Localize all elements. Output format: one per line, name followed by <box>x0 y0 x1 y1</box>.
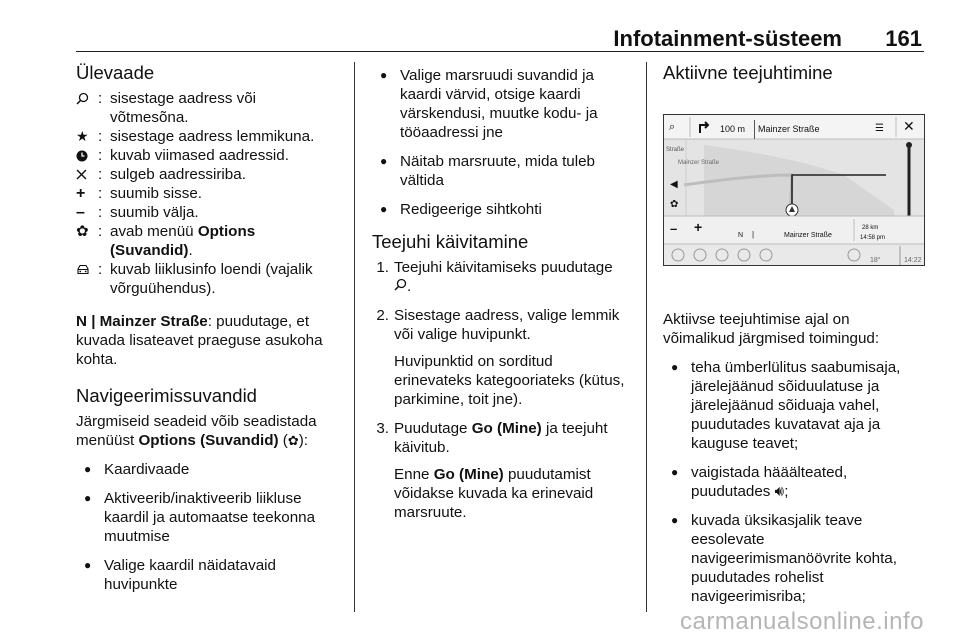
list-item: ● Kaardivaade <box>84 461 190 478</box>
list-item: ● Näitab marsruute, mida tuleb vältida <box>380 153 595 189</box>
def-row: : sulgeb aadressiriba. <box>76 165 338 184</box>
nav-eta-time[interactable]: 14:58 pm <box>860 235 886 241</box>
minus-icon[interactable]: – <box>670 221 678 236</box>
plus-icon: + <box>76 185 86 202</box>
nav-temperature: 18° <box>870 257 881 264</box>
list-item: ● Valige kaardil näidatavaid huvipunkte <box>84 557 276 593</box>
column-3 <box>663 62 925 616</box>
gear-icon: ✿ <box>287 433 299 448</box>
watermark: carmanualsonline.info <box>680 608 924 635</box>
def-text: sisestage aadress lemmikuna. <box>110 128 315 145</box>
options-intro: Järgmiseid seadeid võib seadistada menüüst Options (Suvandid) (✿): <box>76 413 317 449</box>
def-row: : kuvab viimased aadressid. <box>76 146 338 165</box>
list-item: ● teha ümberlülitus saabumisaja, järelejäänud sõiduulatuse ja järelejäänud sõiduaja vahel, puudutades kuvatavat aja ja kauguse teavet; <box>671 359 901 452</box>
options-list-continued <box>372 66 634 219</box>
column-divider <box>646 62 647 612</box>
plus-icon[interactable]: + <box>694 219 703 235</box>
section-heading-start-guidance: Teejuhi käivitamine <box>372 231 529 252</box>
active-guidance-list <box>663 358 925 606</box>
page-number: 161 <box>885 26 922 51</box>
nav-map-street: Mainzer Straße <box>678 160 720 166</box>
list-item: ● Valige marsruudi suvandid ja kaardi värvid, otsige kaardi värskendusi, muutke kodu- ja tööaadressi jne <box>380 67 598 141</box>
nav-street-top: Mainzer Straße <box>754 120 820 139</box>
step-item: 3. Puudutage Go (Mine) ja teejuht käivitub. Enne Go (Mine) puudutamist võidakse kuvada ka erinevaid marsruute. <box>376 420 608 521</box>
search-icon[interactable]: ⌕ <box>669 121 676 133</box>
def-text: kuvab viimased aadressid. <box>110 147 289 164</box>
column-divider <box>354 62 355 612</box>
step-item: 2. Sisestage aadress, valige lemmik või valige huvipunkt. Huvipunktid on sorditud erinevateks kategooriateks (kütus, parkimine, toit jne). <box>376 307 625 408</box>
nav-clock: 14:22 <box>904 257 922 264</box>
def-text: suumib välja. <box>110 204 199 221</box>
def-row: + : suumib sisse. <box>76 184 338 203</box>
volume-icon: 🔊︎ <box>774 483 785 500</box>
steps-list <box>372 258 634 522</box>
list-item: ● Redigeerige sihtkohti <box>380 201 542 218</box>
nav-eta-distance[interactable]: 28 km <box>862 225 879 231</box>
header-title: Infotainment-süsteem <box>613 26 842 51</box>
section-heading-navigation-options: Navigeerimissuvandid <box>76 385 257 406</box>
nav-bottom-n: N <box>738 232 744 239</box>
def-row: ✿ : avab menüü Options (Suvandid). <box>76 222 338 260</box>
icon-definition-list <box>76 89 338 298</box>
gear-icon[interactable]: ✿ <box>670 199 679 210</box>
list-item: ● vaigistada hääälteated, puudutades 🔊︎; <box>671 464 848 500</box>
active-guidance-intro: Aktiivse teejuhtimise ajal on võimalikud järgmised toimingud: <box>663 311 880 347</box>
volume-icon[interactable]: ◀ <box>670 179 678 190</box>
street-paragraph: N | Mainzer Straße: puudutage, et kuvada lisateavet praeguse asukoha kohta. <box>76 313 323 368</box>
nav-distance: 100 m <box>720 124 746 134</box>
navigation-screen-illustration <box>663 114 925 266</box>
section-heading-overview: Ülevaade <box>76 62 155 83</box>
column-1 <box>76 62 338 604</box>
section-heading-active-guidance: Aktiivne teejuhtimine <box>663 62 833 83</box>
header-rule <box>76 51 924 52</box>
def-row: – : suumib välja. <box>76 203 338 222</box>
search-icon <box>76 89 98 108</box>
clock-icon <box>76 146 98 165</box>
options-list <box>76 460 338 594</box>
gear-icon: ✿ <box>76 223 89 240</box>
def-row: ★ : sisestage aadress lemmikuna. <box>76 127 338 146</box>
def-row: : sisestage aadress või võtmesõna. <box>76 89 338 127</box>
def-text: sisestage aadress või võtmesõna. <box>110 90 257 126</box>
search-icon <box>394 278 407 295</box>
nav-side-label: Straße <box>666 147 685 153</box>
nav-bottom-sep: | <box>752 230 755 239</box>
close-icon <box>76 165 98 184</box>
page-header <box>0 0 960 50</box>
list-item: ● Aktiveerib/inaktiveerib liikluse kaardil ja automaatse teekonna muutmise <box>84 490 316 545</box>
def-text: sulgeb aadressiriba. <box>110 166 246 183</box>
traffic-icon <box>76 260 98 279</box>
def-text: kuvab liiklusinfo loendi (vajalik võrguühendus). <box>110 261 313 297</box>
def-text: avab menüü Options (Suvandid). <box>110 223 256 259</box>
list-icon[interactable]: ☰ <box>875 123 884 134</box>
close-icon[interactable]: ✕ <box>903 118 915 134</box>
column-2 <box>372 62 634 532</box>
def-row: : kuvab liiklusinfo loendi (vajalik võrguühendus). <box>76 260 338 298</box>
def-text: suumib sisse. <box>110 185 203 202</box>
star-icon: ★ <box>76 128 89 144</box>
minus-icon: – <box>76 204 85 221</box>
nav-bottom-street[interactable]: Mainzer Straße <box>784 232 832 239</box>
list-item: ● kuvada üksikasjalik teave eesolevate navigeerimismanöövrite kohta, puudutades rohelist navigeerimisriba; <box>671 512 897 605</box>
step-item: 1. Teejuhi käivitamiseks puudutage . <box>376 259 613 295</box>
